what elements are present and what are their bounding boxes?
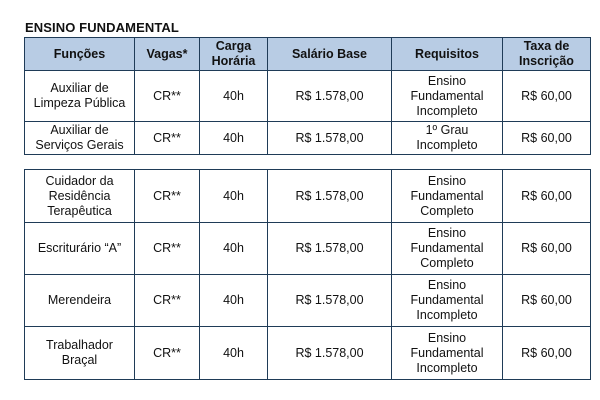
cell-requisitos-line: Incompleto bbox=[416, 308, 478, 322]
cell-funcao bbox=[25, 71, 135, 122]
cell-funcao-line: Auxiliar de bbox=[50, 123, 109, 137]
cell-requisitos-line: Fundamental bbox=[410, 241, 484, 255]
cell-requisitos bbox=[392, 223, 503, 275]
cell-requisitos-line: Ensino bbox=[427, 173, 467, 188]
table-row bbox=[25, 223, 591, 275]
cell-requisitos-line: Ensino bbox=[427, 73, 467, 88]
cell-requisitos bbox=[392, 170, 503, 223]
cell-taxa-inscricao: R$ 60,00 bbox=[503, 71, 591, 122]
cell-funcao-line: Residência bbox=[48, 188, 111, 203]
cell-funcao bbox=[25, 122, 135, 155]
cell-vagas: CR** bbox=[135, 170, 200, 223]
cell-taxa-inscricao: R$ 60,00 bbox=[503, 223, 591, 275]
cell-requisitos-line: Incompleto bbox=[416, 138, 478, 152]
cell-funcao-line: Braçal bbox=[61, 353, 98, 367]
header-vagas: Vagas* bbox=[135, 38, 200, 71]
table-header-row bbox=[25, 38, 591, 71]
cell-requisitos-line: Fundamental bbox=[410, 293, 484, 307]
cell-funcao bbox=[25, 275, 135, 327]
header-carga-line-1: Carga bbox=[215, 39, 252, 53]
cell-salario-base: R$ 1.578,00 bbox=[268, 122, 392, 155]
cell-vagas: CR** bbox=[135, 275, 200, 327]
cell-requisitos-line: 1º Grau bbox=[425, 123, 469, 137]
cell-requisitos-line: Ensino bbox=[427, 330, 467, 345]
cell-carga-horaria: 40h bbox=[200, 122, 268, 155]
cell-funcao bbox=[25, 170, 135, 223]
cell-funcao-line: Terapêutica bbox=[47, 203, 112, 218]
cell-vagas: CR** bbox=[135, 122, 200, 155]
cell-requisitos-line: Completo bbox=[420, 203, 474, 218]
cell-taxa-inscricao: R$ 60,00 bbox=[503, 275, 591, 327]
header-taxa-line-2: Inscrição bbox=[519, 54, 574, 68]
cell-funcao-line: Cuidador da bbox=[45, 173, 114, 188]
cell-taxa-inscricao: R$ 60,00 bbox=[503, 170, 591, 223]
cell-requisitos bbox=[392, 327, 503, 380]
cell-funcao-line: Serviços Gerais bbox=[35, 138, 124, 152]
cell-requisitos-line: Ensino bbox=[427, 226, 467, 240]
header-carga-horaria bbox=[200, 38, 268, 71]
cell-salario-base: R$ 1.578,00 bbox=[268, 327, 392, 380]
cell-requisitos bbox=[392, 71, 503, 122]
cell-carga-horaria: 40h bbox=[200, 170, 268, 223]
header-funcoes: Funções bbox=[25, 38, 135, 71]
cell-requisitos-line: Completo bbox=[420, 256, 474, 270]
cell-requisitos-line: Fundamental bbox=[410, 88, 484, 103]
header-taxa-line-1: Taxa de bbox=[523, 39, 570, 53]
cell-carga-horaria: 40h bbox=[200, 223, 268, 275]
cell-funcao-line: Trabalhador bbox=[46, 338, 113, 352]
header-requisitos: Requisitos bbox=[392, 38, 503, 71]
header-taxa-inscricao bbox=[503, 38, 591, 71]
section-title: ENSINO FUNDAMENTAL bbox=[25, 20, 179, 35]
cell-vagas: CR** bbox=[135, 327, 200, 380]
cell-salario-base: R$ 1.578,00 bbox=[268, 223, 392, 275]
cell-taxa-inscricao: R$ 60,00 bbox=[503, 122, 591, 155]
cell-carga-horaria: 40h bbox=[200, 275, 268, 327]
cell-requisitos-line: Fundamental bbox=[410, 345, 484, 360]
cell-requisitos-line: Incompleto bbox=[416, 360, 478, 375]
cell-salario-base: R$ 1.578,00 bbox=[268, 275, 392, 327]
cell-requisitos-line: Ensino bbox=[427, 278, 467, 292]
positions-table-bottom bbox=[24, 169, 591, 380]
table-row bbox=[25, 275, 591, 327]
cell-requisitos-line: Fundamental bbox=[410, 188, 484, 203]
cell-carga-horaria: 40h bbox=[200, 327, 268, 380]
table-row bbox=[25, 327, 591, 380]
cell-salario-base: R$ 1.578,00 bbox=[268, 71, 392, 122]
table-row bbox=[25, 170, 591, 223]
table-row bbox=[25, 71, 591, 122]
cell-vagas: CR** bbox=[135, 223, 200, 275]
cell-carga-horaria: 40h bbox=[200, 71, 268, 122]
header-carga-line-2: Horária bbox=[211, 54, 256, 68]
table-row bbox=[25, 122, 591, 155]
cell-requisitos bbox=[392, 275, 503, 327]
cell-requisitos bbox=[392, 122, 503, 155]
cell-taxa-inscricao: R$ 60,00 bbox=[503, 327, 591, 380]
header-salario-base: Salário Base bbox=[268, 38, 392, 71]
cell-salario-base: R$ 1.578,00 bbox=[268, 170, 392, 223]
cell-funcao-line: Merendeira bbox=[47, 293, 112, 307]
cell-funcao-line: Escriturário “A” bbox=[37, 241, 122, 255]
cell-requisitos-line: Incompleto bbox=[416, 103, 478, 118]
positions-table-top bbox=[24, 37, 591, 155]
cell-funcao bbox=[25, 223, 135, 275]
cell-funcao-line: Limpeza Pública bbox=[33, 96, 126, 110]
cell-funcao bbox=[25, 327, 135, 380]
cell-funcao-line: Auxiliar de bbox=[50, 81, 109, 95]
cell-vagas: CR** bbox=[135, 71, 200, 122]
